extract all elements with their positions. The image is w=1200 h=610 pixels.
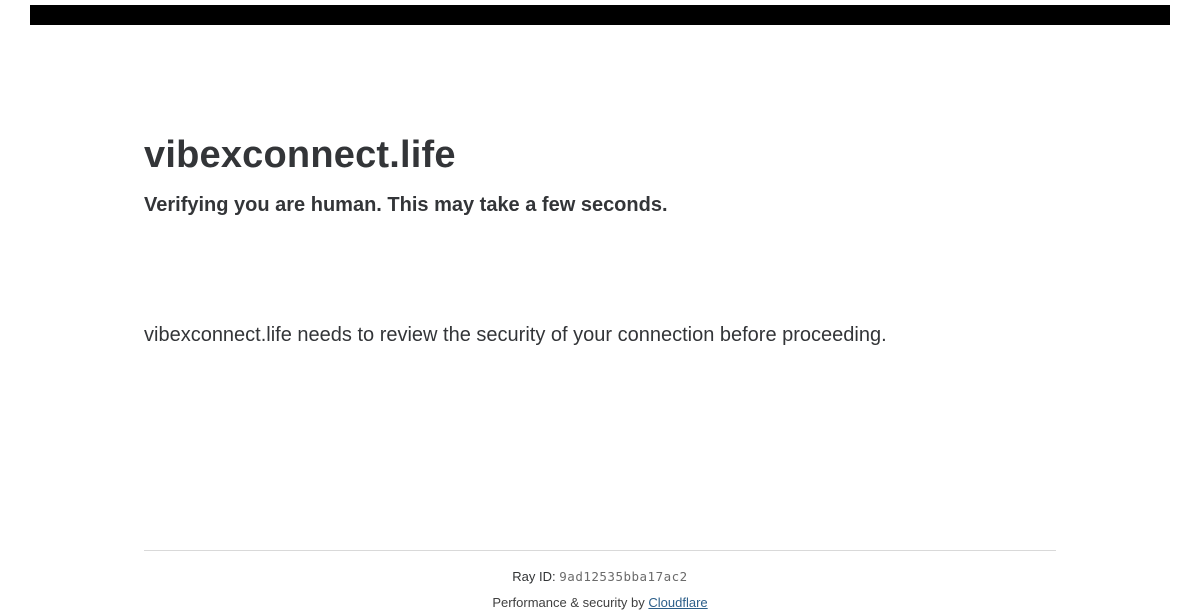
cloudflare-link[interactable]: Cloudflare <box>648 595 708 610</box>
attribution-text: Performance & security by <box>492 595 645 610</box>
ray-id-label: Ray ID: <box>512 569 556 584</box>
footer-divider <box>144 550 1056 551</box>
security-review-message: vibexconnect.life needs to review the security of your connection before proceeding. <box>144 324 887 346</box>
top-black-bar <box>30 5 1170 25</box>
attribution-line <box>0 595 1200 610</box>
ray-id-value: 9ad12535bba17ac2 <box>559 569 688 584</box>
page-title: vibexconnect.life <box>144 134 456 176</box>
verification-status-heading: Verifying you are human. This may take a few seconds. <box>144 194 668 216</box>
ray-id-line <box>0 569 1200 584</box>
